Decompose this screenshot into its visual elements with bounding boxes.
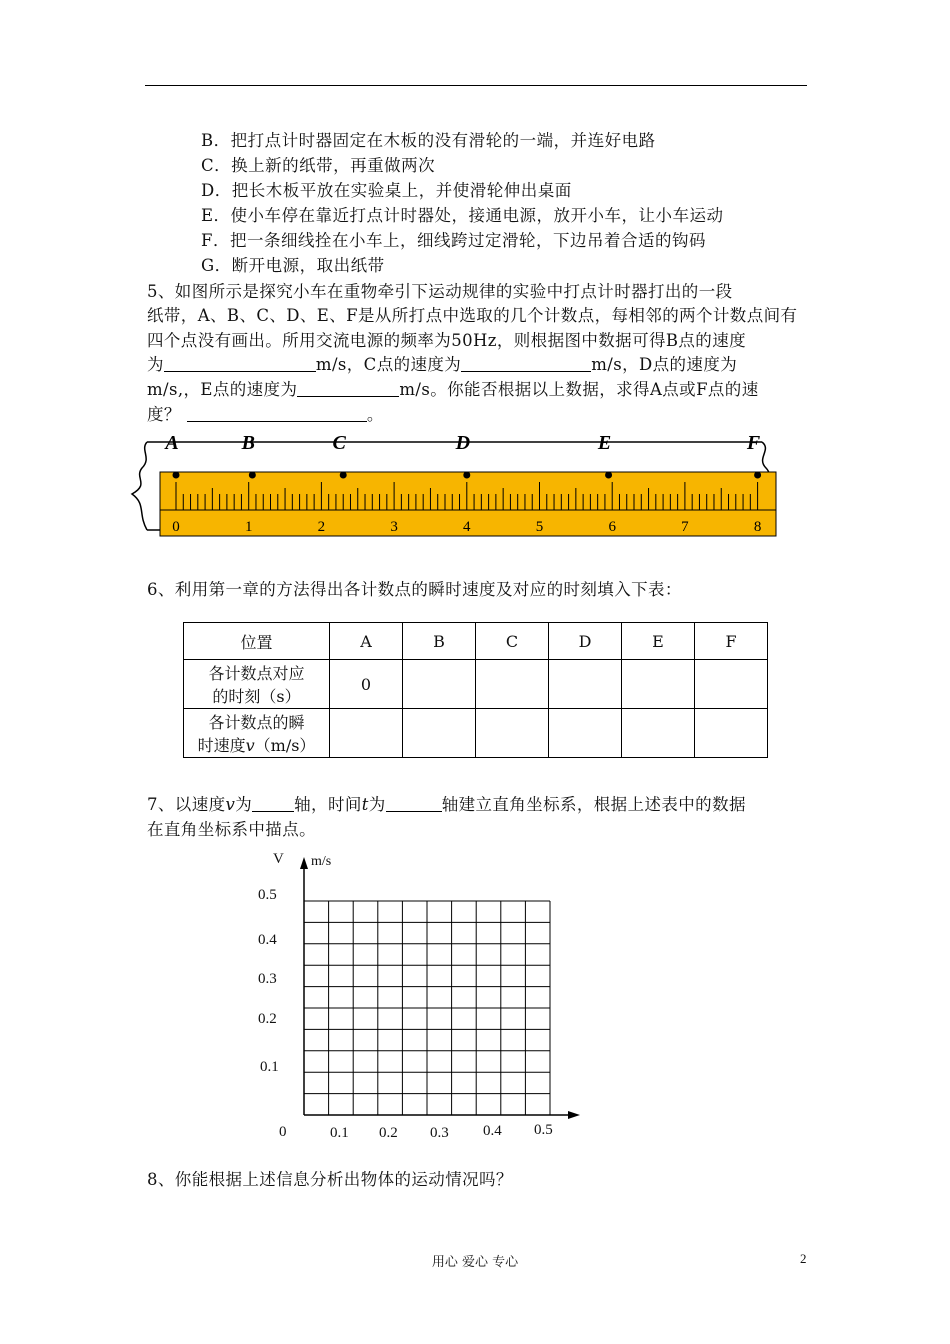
table-row bbox=[184, 709, 768, 758]
x-tick: 0.2 bbox=[379, 1125, 398, 1141]
x-tick: 0.3 bbox=[430, 1125, 449, 1141]
count-point-dot bbox=[754, 472, 761, 479]
q7-text-b: 为 bbox=[235, 795, 253, 814]
velocity-cell-d[interactable] bbox=[549, 709, 622, 758]
x-tick: 0.4 bbox=[483, 1123, 502, 1139]
table-row bbox=[184, 660, 768, 709]
header-d: D bbox=[549, 623, 622, 660]
velocity-cell-e[interactable] bbox=[622, 709, 695, 758]
ruler-number: 3 bbox=[390, 519, 398, 535]
row-time-label-2: 的时刻（s） bbox=[212, 687, 301, 706]
velocity-cell-f[interactable] bbox=[695, 709, 768, 758]
x-tick: 0.5 bbox=[534, 1122, 553, 1138]
answer-blank-c[interactable] bbox=[461, 355, 591, 372]
option-f: F．把一条细线拴在小车上，细线跨过定滑轮，下边吊着合适的钩码 bbox=[201, 231, 706, 250]
ruler-number: 2 bbox=[317, 519, 326, 535]
header-position: 位置 bbox=[184, 623, 330, 660]
row-velocity-label bbox=[184, 709, 330, 758]
q7-text-e: 轴建立直角坐标系，根据上述表中的数据 bbox=[441, 795, 746, 814]
option-e: E．使小车停在靠近打点计时器处，接通电源，放开小车，让小车运动 bbox=[201, 206, 724, 225]
ruler-number: 4 bbox=[463, 519, 471, 535]
velocity-cell-a[interactable] bbox=[330, 709, 403, 758]
velocity-cell-c[interactable] bbox=[476, 709, 549, 758]
q7-text-d: 为 bbox=[368, 795, 386, 814]
answer-blank-b[interactable] bbox=[164, 355, 316, 372]
velocity-cell-b[interactable] bbox=[403, 709, 476, 758]
ruler-number: 1 bbox=[244, 519, 253, 535]
y-tick: 0.4 bbox=[258, 932, 277, 948]
row-velocity-label-1: 各计数点的瞬 bbox=[208, 713, 305, 732]
q5-line2: 纸带，A、B、C、D、E、F是从所打点中选取的几个计数点，每相邻的两个计数点间有 bbox=[147, 306, 798, 325]
grid-lines bbox=[304, 901, 550, 1115]
q5-text-5a: m/s,，E点的速度为 bbox=[147, 380, 298, 399]
row-time-label bbox=[184, 660, 330, 709]
q7-text-a: 7、以速度 bbox=[147, 795, 226, 814]
row-velocity-label-2 bbox=[184, 733, 329, 756]
table-row bbox=[184, 623, 768, 660]
page-footer: 用心 爱心 专心 bbox=[431, 1255, 519, 1270]
count-point-label: F bbox=[746, 432, 761, 454]
time-cell-e[interactable] bbox=[622, 660, 695, 709]
q5-text-5b: m/s。你能否根据以上数据，求得A点或F点的速 bbox=[399, 380, 759, 399]
ruler-number: 0 bbox=[172, 519, 180, 535]
time-cell-f[interactable] bbox=[695, 660, 768, 709]
count-point-dot bbox=[173, 472, 180, 479]
coordinate-grid bbox=[290, 855, 590, 1125]
velocity-symbol: v bbox=[245, 736, 255, 755]
q5-text-4a: 为 bbox=[147, 355, 164, 374]
count-point-dot bbox=[340, 472, 347, 479]
q7-t-symbol: t bbox=[361, 795, 369, 814]
header-a: A bbox=[330, 623, 403, 660]
q7-line2: 在直角坐标系中描点。 bbox=[147, 820, 316, 839]
count-point-label: D bbox=[455, 432, 471, 454]
count-point-label: C bbox=[332, 432, 346, 454]
count-point-label: B bbox=[241, 432, 256, 454]
velocity-unit: （m/s） bbox=[254, 736, 316, 755]
answer-blank-af[interactable] bbox=[187, 405, 367, 422]
answer-blank-v-axis[interactable] bbox=[252, 795, 294, 812]
q7-v-symbol: v bbox=[225, 795, 236, 814]
x-tick: 0 bbox=[279, 1124, 287, 1140]
page-number: 2 bbox=[800, 1251, 807, 1266]
header-b: B bbox=[403, 623, 476, 660]
row-time-label-1: 各计数点对应 bbox=[208, 664, 305, 683]
count-point-dot bbox=[249, 472, 256, 479]
q8-text: 8、你能根据上述信息分析出物体的运动情况吗？ bbox=[147, 1170, 513, 1189]
x-tick: 0.1 bbox=[330, 1125, 349, 1141]
ruler-number: 7 bbox=[681, 519, 689, 535]
y-tick: 0.1 bbox=[260, 1059, 279, 1075]
y-axis-label: V bbox=[273, 851, 284, 867]
q7-line1 bbox=[147, 791, 746, 815]
q6-text: 6、利用第一章的方法得出各计数点的瞬时速度及对应的时刻填入下表： bbox=[147, 580, 682, 599]
x-axis-arrow-icon bbox=[568, 1111, 580, 1119]
q7-text-c: 轴，时间 bbox=[294, 795, 362, 814]
ruler-number: 8 bbox=[753, 519, 762, 535]
time-cell-c[interactable] bbox=[476, 660, 549, 709]
q5-text-4c: m/s，D点的速度为 bbox=[591, 355, 738, 374]
time-cell-a[interactable]: 0 bbox=[330, 660, 403, 709]
velocity-label-text: 时速度 bbox=[197, 736, 246, 755]
q5-text-6b: 。 bbox=[366, 405, 384, 424]
y-tick: 0.2 bbox=[258, 1011, 277, 1027]
q5-text-6a: 度？ bbox=[147, 405, 181, 424]
header-f: F bbox=[695, 623, 768, 660]
option-g: G．断开电源，取出纸带 bbox=[201, 256, 385, 275]
answer-blank-t-axis[interactable] bbox=[386, 795, 442, 812]
q5-text-4b: m/s，C点的速度为 bbox=[315, 355, 462, 374]
count-point-dot bbox=[605, 472, 612, 479]
count-point-label: A bbox=[165, 432, 179, 454]
option-c: C．换上新的纸带，再重做两次 bbox=[201, 156, 436, 175]
q5-line3: 四个点没有画出。所用交流电源的频率为50Hz，则根据图中数据可得B点的速度 bbox=[147, 331, 747, 350]
ruler-number: 6 bbox=[608, 519, 616, 535]
time-cell-b[interactable] bbox=[403, 660, 476, 709]
count-point-dot bbox=[463, 472, 470, 479]
header-c: C bbox=[476, 623, 549, 660]
count-point-label: E bbox=[597, 432, 612, 454]
option-d: D．把长木板平放在实验桌上，并使滑轮伸出桌面 bbox=[201, 181, 572, 200]
header-rule bbox=[145, 85, 807, 86]
option-b: B．把打点计时器固定在木板的没有滑轮的一端，并连好电路 bbox=[201, 131, 656, 150]
y-tick: 0.5 bbox=[258, 887, 277, 903]
q5-line6 bbox=[147, 401, 384, 425]
answer-blank-e[interactable] bbox=[297, 380, 399, 397]
header-e: E bbox=[622, 623, 695, 660]
q5-line4 bbox=[147, 351, 737, 375]
y-axis-unit: m/s bbox=[311, 854, 332, 869]
ruler-tape-figure bbox=[120, 428, 790, 543]
ruler-number: 5 bbox=[535, 519, 544, 535]
q5-line1: 5、如图所示是探究小车在重物牵引下运动规律的实验中打点计时器打出的一段 bbox=[147, 282, 733, 301]
q5-line5 bbox=[147, 376, 759, 400]
velocity-table bbox=[183, 622, 768, 758]
y-axis-arrow-icon bbox=[300, 857, 308, 869]
y-tick: 0.3 bbox=[258, 971, 277, 987]
time-cell-d[interactable] bbox=[549, 660, 622, 709]
